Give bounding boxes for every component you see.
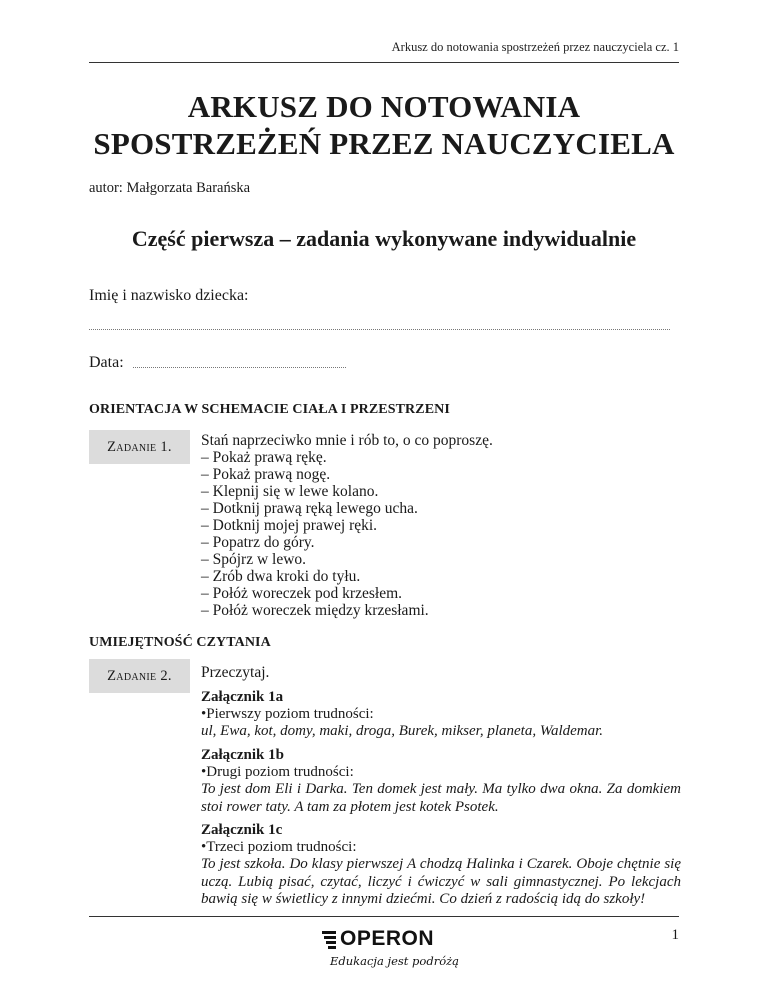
task-1-line: – Spójrz w lewo.	[201, 551, 307, 568]
section-heading-orientation: ORIENTACJA W SCHEMACIE CIAŁA I PRZESTRZENI	[89, 402, 450, 417]
author: autor: Małgorzata Barańska	[89, 180, 251, 196]
task-1-line: – Popatrz do góry.	[201, 534, 315, 551]
task-1-line: – Pokaż prawą rękę.	[201, 449, 327, 466]
task-label-1-number: 1.	[160, 438, 172, 455]
page-title-line-2: SPOSTRZEŻEŃ PRZEZ NAUCZYCIELA	[93, 126, 675, 161]
date-label: Data:	[89, 354, 124, 371]
running-header: Arkusz do notowania spostrzeżeń przez nauczyciela cz. 1	[391, 40, 679, 54]
task-1-line: – Zrób dwa kroki do tyłu.	[201, 568, 361, 585]
task-1-line: – Dotknij prawą ręką lewego ucha.	[201, 500, 418, 517]
task-1-line: – Dotknij mojej prawej ręki.	[201, 517, 378, 534]
operon-logo-word: OPERON	[340, 927, 435, 950]
task-label-1-word: adanie	[116, 438, 157, 455]
annex-level: •Pierwszy poziom trudności:	[201, 706, 374, 723]
annex-level: •Trzeci poziom trudności:	[201, 839, 357, 856]
annex-title: Załącznik 1c	[201, 822, 283, 838]
annex-text: ul, Ewa, kot, domy, maki, droga, Burek, mikser, planeta, Waldemar.	[201, 723, 604, 740]
child-name-field-line	[89, 329, 670, 330]
annex-title: Załącznik 1a	[201, 689, 284, 705]
annex-text: To jest szkoła. Do klasy pierwszej A chodzą Halinka i Czarek. Oboje chętnie się uczą. Lubią pisać, czytać, liczyć i ćwiczyć w sali gimnastycznej. Po lekcjach bawią się w świetlicy z innymi dziećmi. Co dzień z radością idą do szkoły!	[201, 856, 681, 907]
task-1-line: – Pokaż prawą nogę.	[201, 466, 331, 483]
annex-title: Załącznik 1b	[201, 747, 284, 763]
page-title	[0, 88, 768, 162]
part-title: Część pierwsza – zadania wykonywane indywidualnie	[131, 226, 637, 251]
task-1-line: – Klepnij się w lewe kolano.	[201, 483, 379, 500]
section-heading-reading: UMIEJĘTNOŚĆ CZYTANIA	[89, 635, 271, 650]
annex-level: •Drugi poziom trudności:	[201, 764, 354, 781]
footer-rule	[89, 916, 679, 917]
task-label-1	[89, 430, 190, 464]
task-label-1-first-letter: Z	[107, 438, 117, 455]
annex-text: To jest dom Eli i Darka. Ten domek jest mały. Ma tylko dwa okna. Za domkiem stoi rower taty. A tam za płotem jest kotek Psotek.	[201, 781, 681, 815]
task-label-2-first-letter: Z	[107, 667, 117, 684]
operon-logo	[322, 925, 460, 975]
operon-slogan: Edukacja jest podróżą	[330, 954, 460, 968]
task-1-line: – Połóż woreczek między krzesłami.	[201, 602, 429, 619]
annex-1b	[201, 747, 681, 816]
operon-logo-icon	[322, 929, 342, 951]
task-1-line: – Połóż woreczek pod krzesłem.	[201, 585, 403, 602]
annex-1c	[201, 822, 681, 908]
task-label-2	[89, 659, 190, 693]
date-field-line	[133, 367, 346, 368]
task-1-line: Stań naprzeciwko mnie i rób to, o co poproszę.	[201, 432, 493, 449]
task-label-2-word: adanie	[116, 667, 157, 684]
task-2-instruction: Przeczytaj.	[201, 664, 270, 681]
task-label-2-number: 2.	[160, 667, 172, 684]
child-name-label: Imię i nazwisko dziecka:	[89, 287, 249, 304]
page-number: 1	[671, 927, 679, 943]
annex-1a	[201, 689, 681, 741]
task-1-instructions	[201, 432, 681, 619]
header-rule	[89, 62, 679, 63]
page-title-line-1: ARKUSZ DO NOTOWANIA	[187, 89, 581, 124]
